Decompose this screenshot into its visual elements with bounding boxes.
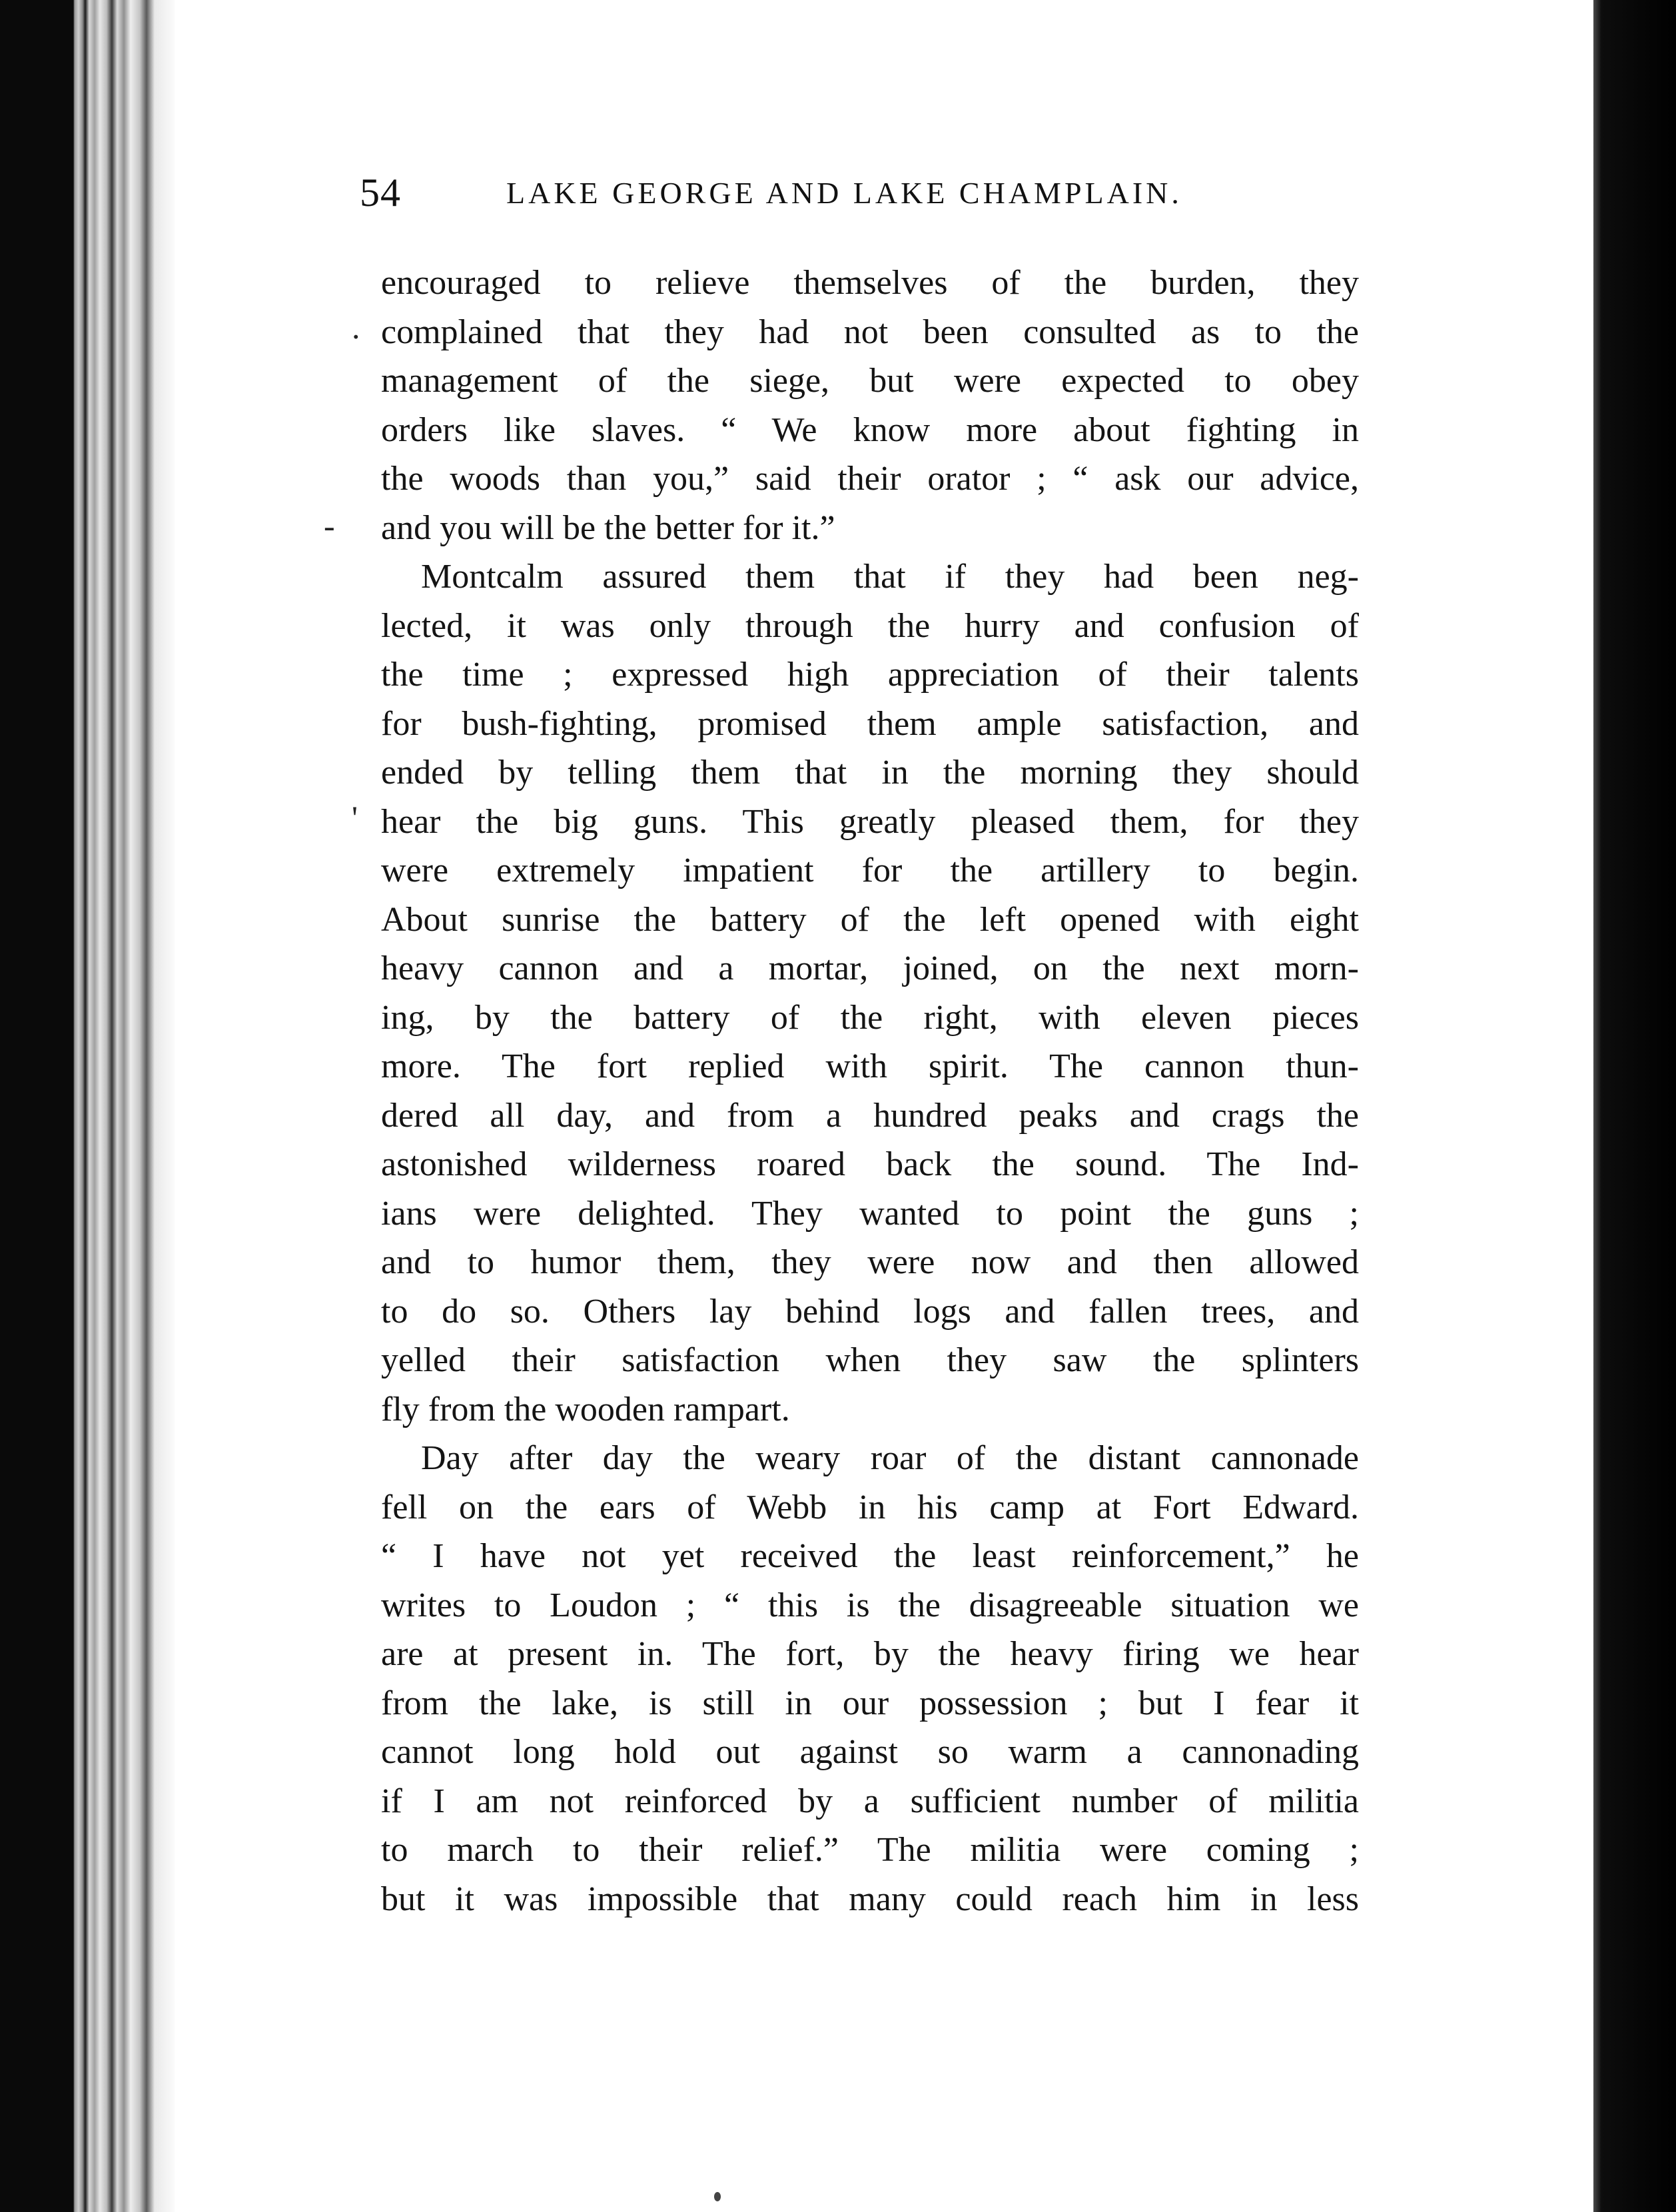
text-line: astonished wilderness roared back the sound. The Ind-	[381, 1145, 1359, 1183]
right-page-edge	[1593, 0, 1676, 2212]
margin-mark: '	[352, 799, 358, 836]
text-line: complained that they had not been consulted as to the	[381, 312, 1359, 351]
text-line: dered all day, and from a hundred peaks and crags the	[381, 1096, 1359, 1135]
text-line: heavy cannon and a mortar, joined, on the next morn-	[381, 949, 1359, 987]
text-line: the time ; expressed high appreciation of their talents	[381, 656, 1359, 694]
text-line: if I am not reinforced by a sufficient number of militia	[381, 1782, 1359, 1820]
text-line: Montcalm assured them that if they had been neg-	[421, 558, 1359, 596]
text-line: encouraged to relieve themselves of the burden, they	[381, 264, 1359, 302]
text-line: and to humor them, they were now and then allowed	[381, 1243, 1359, 1281]
margin-mark: -	[324, 507, 335, 544]
body-text	[381, 259, 1359, 1924]
margin-mark: .	[352, 308, 360, 346]
text-line: to march to their relief.” The militia were coming ;	[381, 1831, 1359, 1869]
text-line: ended by telling them that in the morning they should	[381, 754, 1359, 792]
ink-speck	[714, 2192, 721, 2201]
page-number: 54	[360, 171, 401, 215]
running-head: LAKE GEORGE AND LAKE CHAMPLAIN.	[506, 176, 1182, 210]
text-line: hear the big guns. This greatly pleased them, for they	[381, 802, 1359, 841]
text-line: lected, it was only through the hurry and confusion of	[381, 606, 1359, 645]
text-line: ians were delighted. They wanted to point the guns ;	[381, 1194, 1359, 1233]
text-line: About sunrise the battery of the left opened with eight	[381, 900, 1359, 939]
book-binding-edge	[0, 0, 180, 2212]
text-line: ing, by the battery of the right, with eleven pieces	[381, 998, 1359, 1037]
text-line: Day after day the weary roar of the distant cannonade	[421, 1439, 1359, 1477]
text-line: “ I have not yet received the least reinforcement,” he	[381, 1537, 1359, 1575]
text-line: writes to Loudon ; “ this is the disagreeable situation we	[381, 1586, 1359, 1624]
text-line: management of the siege, but were expected to obey	[381, 362, 1359, 400]
text-line: but it was impossible that many could reach him in less	[381, 1880, 1359, 1918]
text-line: the woods than you,” said their orator ; “ ask our advice,	[381, 460, 1359, 498]
text-line: orders like slaves. “ We know more about fighting in	[381, 410, 1359, 449]
text-line: to do so. Others lay behind logs and fallen trees, and	[381, 1292, 1359, 1331]
text-line: cannot long hold out against so warm a cannonading	[381, 1733, 1359, 1771]
text-line: more. The fort replied with spirit. The cannon thun-	[381, 1047, 1359, 1085]
text-line: and you will be the better for it.”	[381, 508, 835, 547]
text-line: yelled their satisfaction when they saw the splinters	[381, 1341, 1359, 1379]
page-header	[360, 170, 1366, 223]
text-line: were extremely impatient for the artillery to begin.	[381, 851, 1359, 889]
text-line: from the lake, is still in our possession ; but I fear it	[381, 1684, 1359, 1722]
text-line: for bush-fighting, promised them ample satisfaction, and	[381, 704, 1359, 743]
text-line: fell on the ears of Webb in his camp at Fort Edward.	[381, 1488, 1359, 1526]
text-line: fly from the wooden rampart.	[381, 1390, 790, 1428]
text-line: are at present in. The fort, by the heavy firing we hear	[381, 1635, 1359, 1673]
